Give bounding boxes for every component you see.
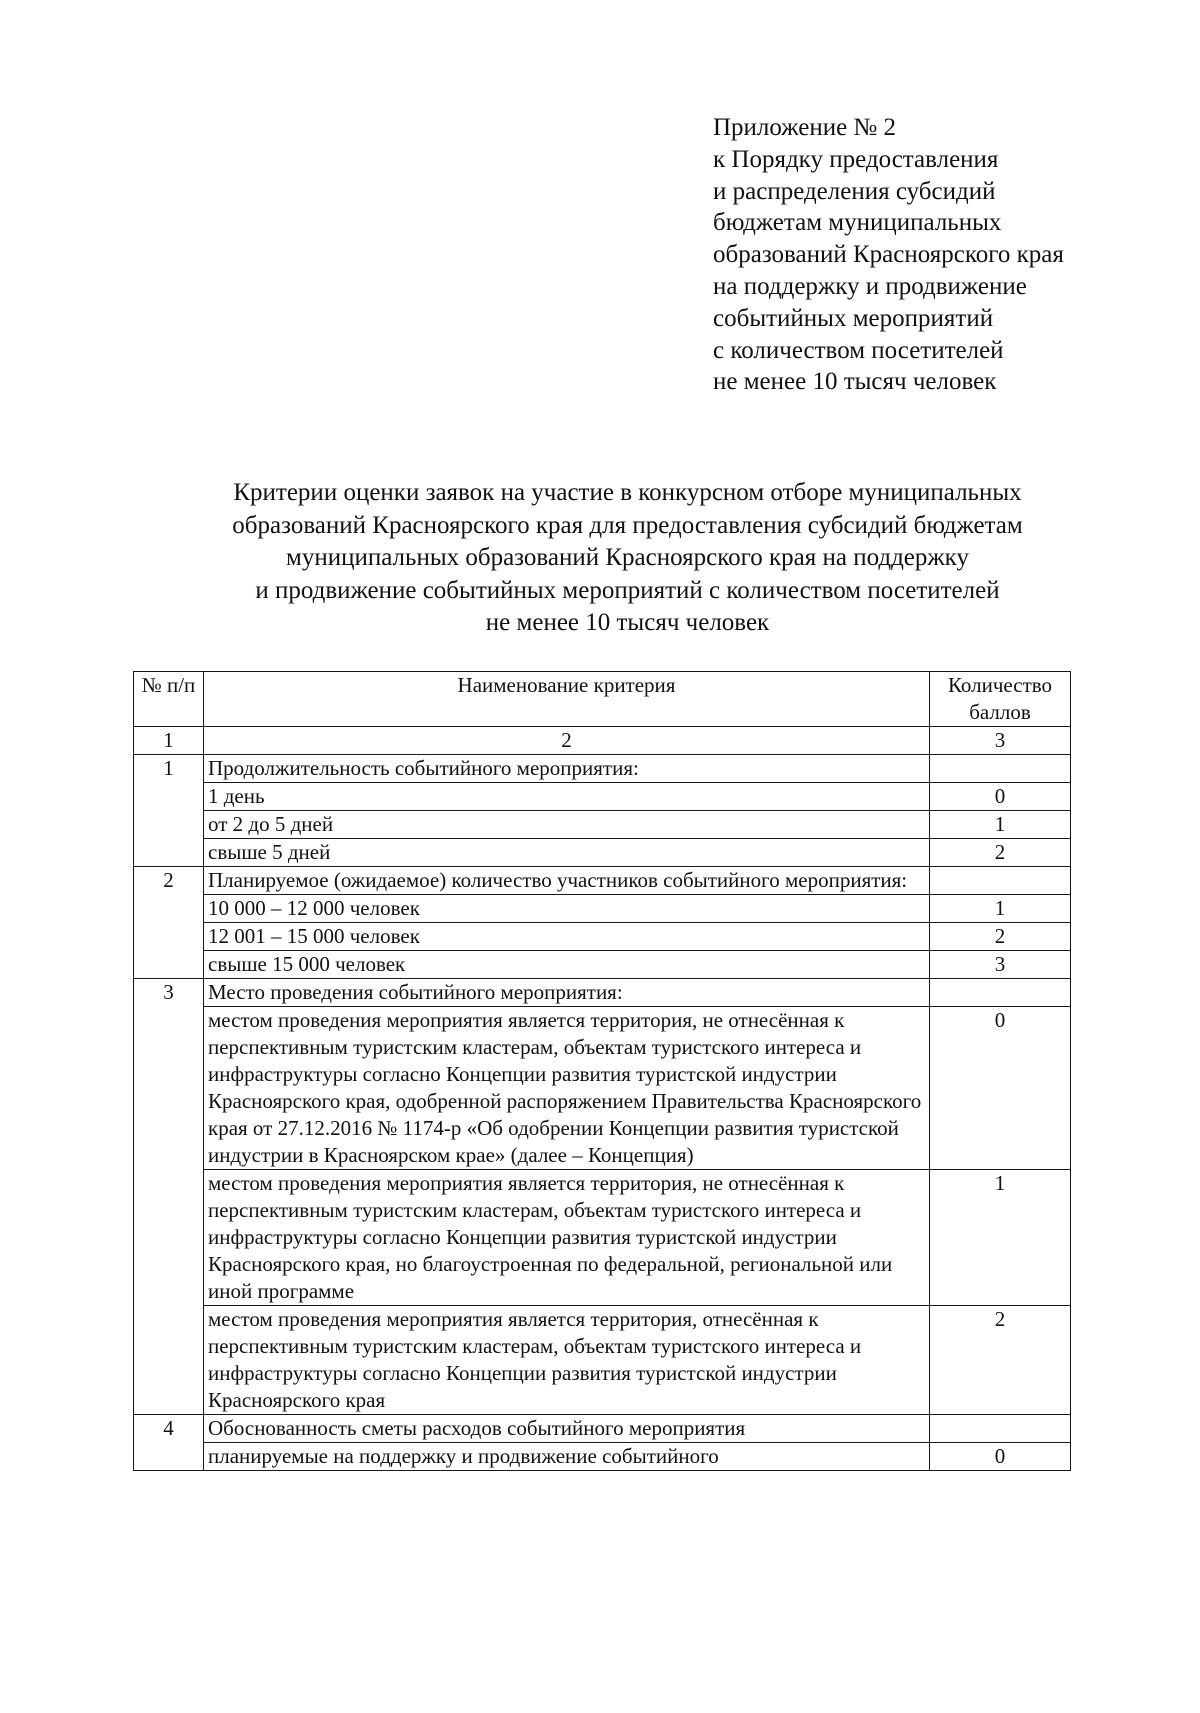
option-name: свыше 5 дней — [204, 839, 930, 867]
criterion-points-empty — [930, 867, 1071, 895]
option-points: 1 — [930, 895, 1071, 923]
table-row — [134, 979, 1071, 1007]
document-title — [120, 477, 1135, 640]
criterion-points-empty — [930, 979, 1071, 1007]
table-row — [134, 755, 1071, 783]
criterion-title: Продолжительность событийного мероприятия: — [204, 755, 930, 783]
option-name: 10 000 – 12 000 человек — [204, 895, 930, 923]
appendix-line: Приложение № 2 — [713, 114, 897, 141]
option-name: свыше 15 000 человек — [204, 951, 930, 979]
option-points: 2 — [930, 839, 1071, 867]
criterion-points-empty — [930, 755, 1071, 783]
table-row — [134, 1170, 1071, 1306]
option-points: 0 — [930, 783, 1071, 811]
option-name: 1 день — [204, 783, 930, 811]
option-points: 0 — [930, 1443, 1071, 1471]
column-number-row — [134, 727, 1071, 755]
header-num: № п/п — [134, 672, 204, 727]
table-row — [134, 1007, 1071, 1170]
option-name: местом проведения мероприятия является территория, не отнесённая к перспективным туристским кластерам, объектам туристского интереса и инфраструктуры согласно Концепции развития туристской индустрии Красноярского края, но благоустроенная по федеральной, региональной или иной программе — [204, 1170, 930, 1306]
header-name: Наименование критерия — [204, 672, 930, 727]
column-number: 3 — [930, 727, 1071, 755]
table-row — [134, 1443, 1071, 1471]
appendix-line: с количеством посетителей — [713, 336, 1004, 364]
criterion-title: Обоснованность сметы расходов событийного мероприятия — [204, 1415, 930, 1443]
criterion-number: 2 — [134, 867, 204, 979]
table-row — [134, 783, 1071, 811]
option-points: 3 — [930, 951, 1071, 979]
option-points: 2 — [930, 923, 1071, 951]
appendix-line: не менее 10 тысяч человек — [713, 368, 997, 396]
appendix-line: событийных мероприятий — [713, 304, 994, 332]
table-row — [134, 839, 1071, 867]
option-points: 2 — [930, 1306, 1071, 1415]
table-row — [134, 923, 1071, 951]
option-name: 12 001 – 15 000 человек — [204, 923, 930, 951]
table-row — [134, 1415, 1071, 1443]
criterion-number: 3 — [134, 979, 204, 1415]
criterion-title: Планируемое (ожидаемое) количество участников событийного мероприятия: — [204, 867, 930, 895]
column-number: 1 — [134, 727, 204, 755]
option-name: местом проведения мероприятия является территория, отнесённая к перспективным туристским кластерам, объектам туристского интереса и инфраструктуры согласно Концепции развития туристской индустрии Красноярского края — [204, 1306, 930, 1415]
table-row — [134, 811, 1071, 839]
appendix-header — [713, 112, 1064, 398]
table-row — [134, 1306, 1071, 1415]
appendix-line: к Порядку предоставления — [713, 145, 999, 173]
option-name: от 2 до 5 дней — [204, 811, 930, 839]
title-line: Критерии оценки заявок на участие в конкурсном отборе муниципальных — [233, 479, 1022, 506]
appendix-line: образований Красноярского края — [713, 241, 1064, 269]
table-row — [134, 895, 1071, 923]
appendix-line: бюджетам муниципальных — [713, 209, 1002, 237]
criterion-number: 1 — [134, 755, 204, 867]
option-points: 1 — [930, 1170, 1071, 1306]
table-header-row — [134, 672, 1071, 727]
title-line: муниципальных образований Красноярского края на поддержку — [286, 544, 969, 571]
title-line: образований Красноярского края для предоставления субсидий бюджетам — [232, 511, 1023, 539]
option-points: 1 — [930, 811, 1071, 839]
table-row — [134, 867, 1071, 895]
column-number: 2 — [204, 727, 930, 755]
header-points: Количество баллов — [930, 672, 1071, 727]
appendix-line: на поддержку и продвижение — [713, 272, 1027, 300]
criterion-title: Место проведения событийного мероприятия: — [204, 979, 930, 1007]
option-name: местом проведения мероприятия является территория, не отнесённая к перспективным туристским кластерам, объектам туристского интереса и инфраструктуры согласно Концепции развития туристской индустрии Красноярского края, одобренной распоряжением Правительства Красноярского края от 27.12.2016 № 1174-р «Об одобрении Концепции развития туристской индустрии в Красноярском крае» (далее – Концепция) — [204, 1007, 930, 1170]
appendix-line: и распределения субсидий — [713, 177, 996, 205]
option-points: 0 — [930, 1007, 1071, 1170]
criteria-table — [133, 671, 1071, 1471]
title-line: не менее 10 тысяч человек — [485, 609, 770, 636]
criterion-points-empty — [930, 1415, 1071, 1443]
criterion-number: 4 — [134, 1415, 204, 1471]
table-row — [134, 951, 1071, 979]
option-name: планируемые на поддержку и продвижение событийного — [204, 1443, 930, 1471]
title-line: и продвижение событийных мероприятий с количеством посетителей — [255, 576, 1000, 604]
